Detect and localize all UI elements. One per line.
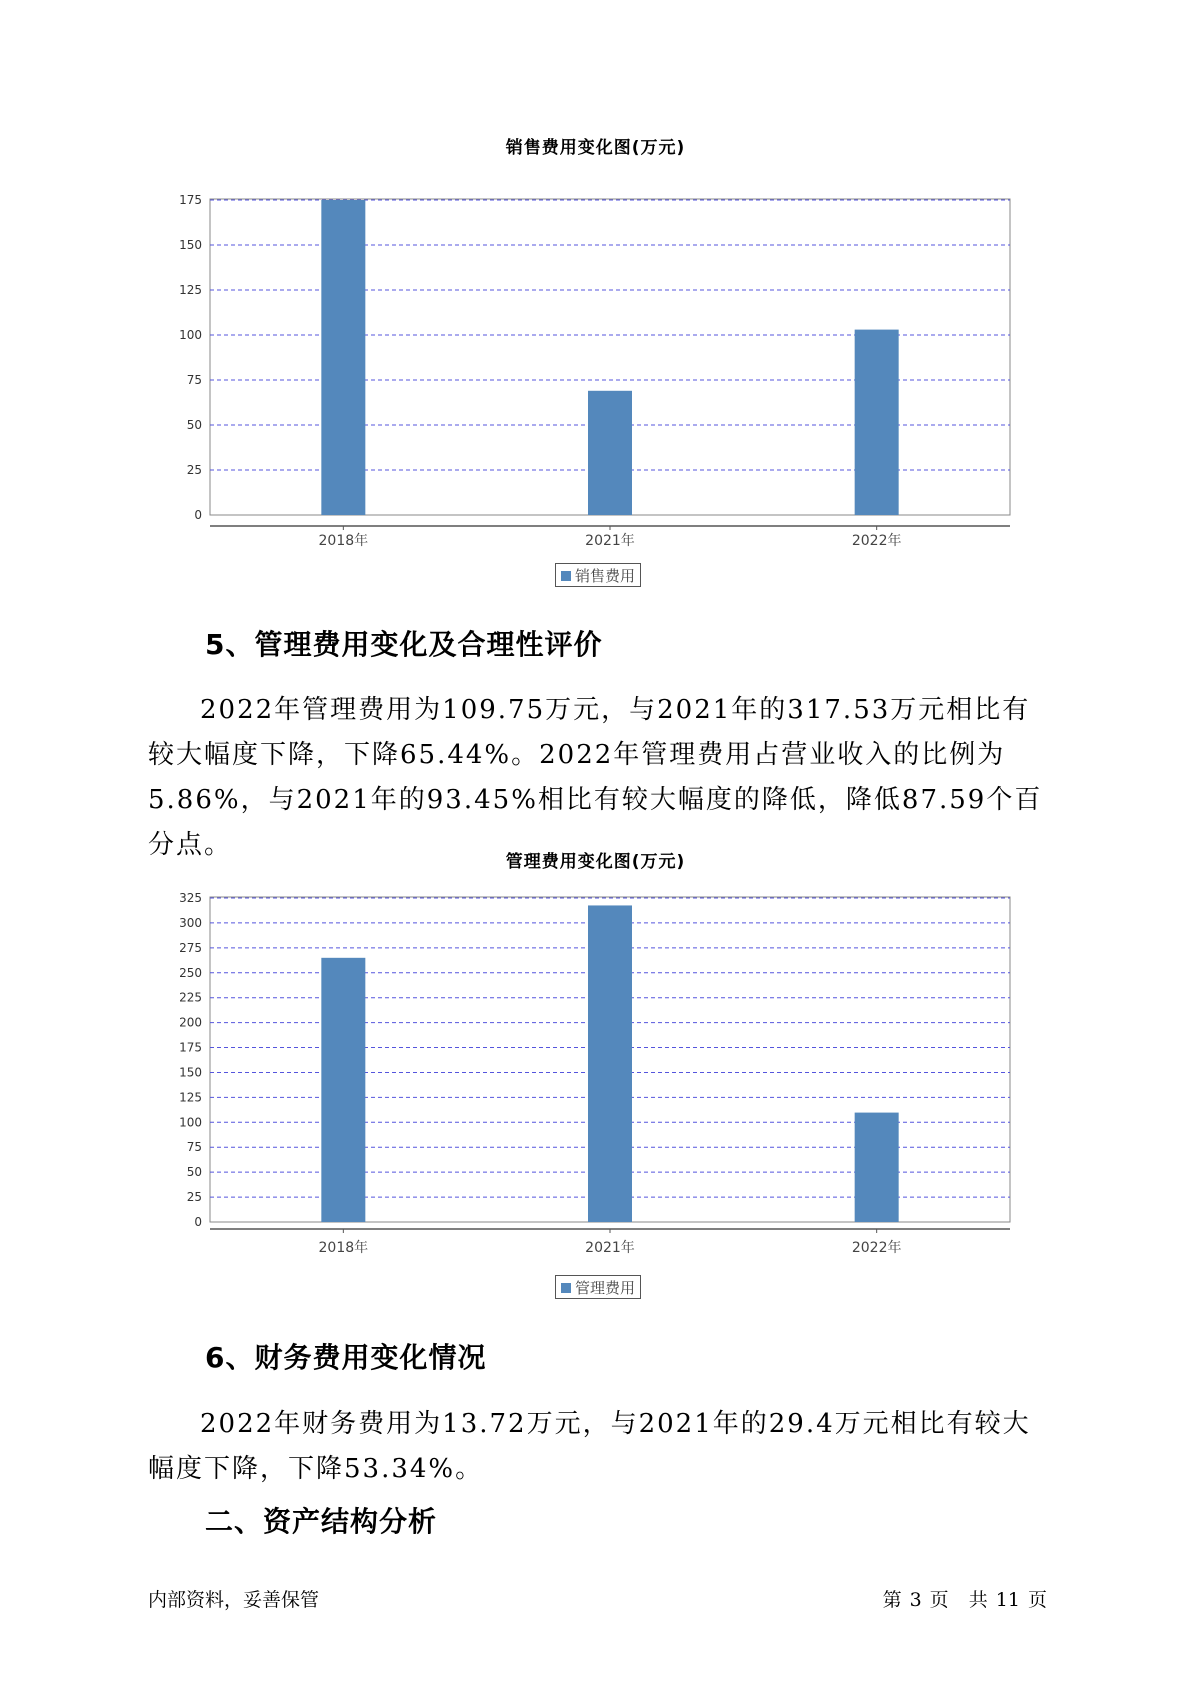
bar-2022年 [855, 1113, 899, 1222]
x-tick-label: 2021年 [585, 533, 635, 549]
bar-2021年 [588, 905, 632, 1222]
paragraph-mgmt-expense: 2022年管理费用为109.75万元，与2021年的317.53万元相比有较大幅度下降，下降65.44%。2022年管理费用占营业收入的比例为5.86%，与2021年的93.45%相比有较大幅度的降低，降低87.59个百分点。 [148, 695, 1043, 860]
chart-title-sales: 销售费用变化图(万元) [505, 138, 686, 158]
total-prefix: 共 [968, 1589, 988, 1611]
x-tick-label: 2021年 [585, 1240, 635, 1256]
y-tick-label: 175 [179, 1040, 202, 1055]
y-tick-label: 0 [194, 1215, 202, 1229]
legend-mgmt [555, 1275, 641, 1299]
page-prefix: 第 [882, 1589, 902, 1611]
y-tick-label: 50 [186, 418, 202, 432]
legend-label: 管理费用 [575, 1279, 636, 1297]
y-tick-label: 25 [186, 463, 202, 477]
y-tick-label: 150 [179, 1065, 202, 1080]
y-tick-label: 75 [186, 373, 202, 387]
y-tick-label: 275 [179, 940, 202, 955]
x-tick-label: 2022年 [851, 533, 902, 549]
y-tick-label: 325 [179, 891, 202, 905]
page-unit: 页 [929, 1589, 949, 1611]
legend-label: 销售费用 [575, 567, 636, 585]
y-tick-label: 200 [179, 1015, 202, 1030]
footer-confidential: 内部资料，妥善保管 [148, 1589, 320, 1611]
y-tick-label: 50 [186, 1165, 202, 1180]
paragraph-fin-expense: 2022年财务费用为13.72万元，与2021年的29.4万元相比有较大幅度下降，下降53.34%。 [148, 1409, 1031, 1484]
x-tick-label: 2018年 [318, 1240, 369, 1256]
heading-asset-structure: 二、资产结构分析 [205, 1505, 438, 1538]
y-tick-label: 300 [179, 915, 202, 930]
y-tick-label: 0 [194, 508, 202, 522]
y-tick-label: 150 [179, 238, 202, 252]
footer-page-number [879, 1585, 1051, 1612]
total-unit: 页 [1027, 1589, 1047, 1611]
heading-mgmt-expense: 5、管理费用变化及合理性评价 [205, 628, 603, 661]
y-tick-label: 75 [186, 1140, 202, 1155]
chart-title-mgmt: 管理费用变化图(万元) [505, 852, 686, 872]
y-tick-label: 25 [186, 1190, 202, 1205]
y-tick-label: 125 [179, 1090, 202, 1105]
heading-fin-expense: 6、财务费用变化情况 [205, 1341, 487, 1374]
y-tick-label: 100 [179, 328, 202, 342]
legend-swatch-icon [561, 1283, 571, 1293]
page-num: 3 [909, 1589, 922, 1611]
x-tick-label: 2018年 [318, 533, 369, 549]
y-tick-label: 125 [179, 283, 202, 297]
y-tick-label: 100 [179, 1115, 202, 1130]
x-tick-label: 2022年 [851, 1240, 902, 1256]
total-num: 11 [995, 1589, 1020, 1611]
y-tick-label: 250 [179, 965, 202, 980]
y-tick-label: 225 [179, 990, 202, 1005]
y-tick-label: 175 [179, 193, 202, 207]
bar-2018年 [321, 958, 365, 1222]
